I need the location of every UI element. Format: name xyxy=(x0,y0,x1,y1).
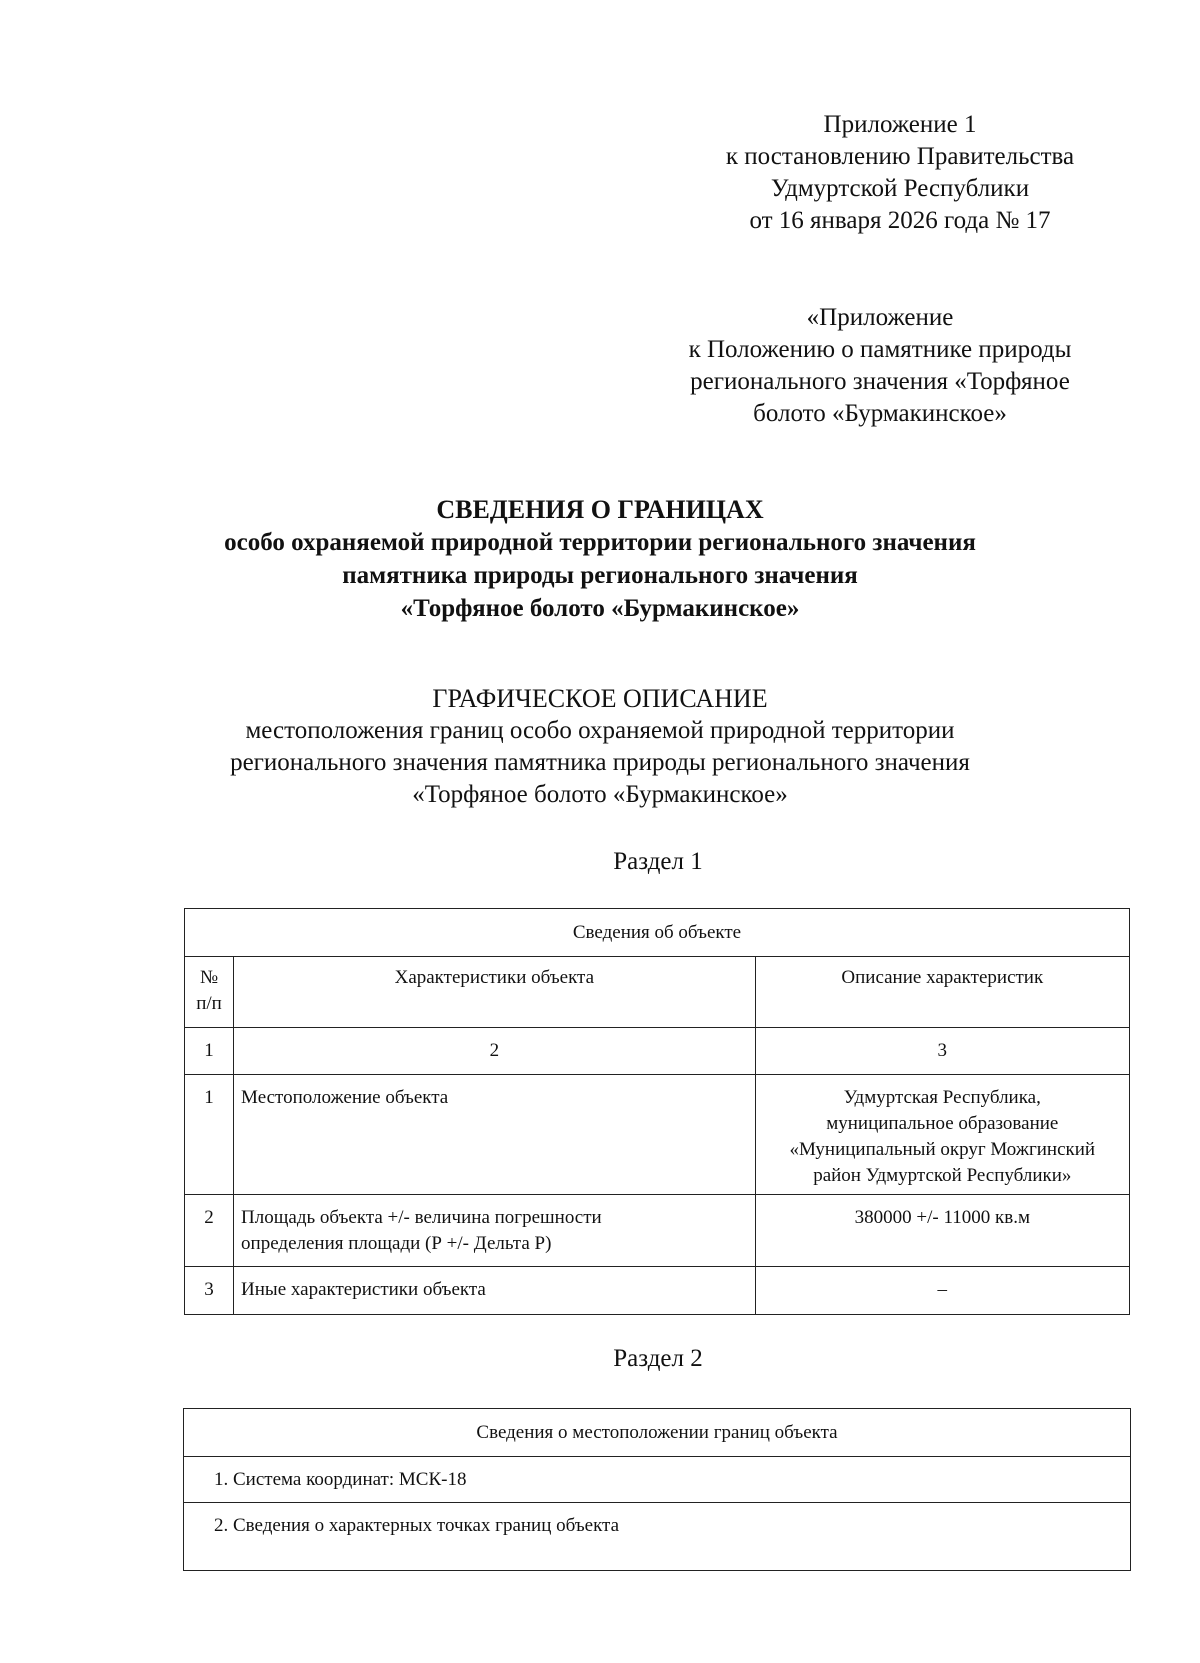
title-line: памятника природы регионального значения xyxy=(342,562,858,589)
header-num-line: п/п xyxy=(196,993,222,1014)
index-cell: 2 xyxy=(234,1028,756,1075)
row-description: 380000 +/- 11000 кв.м xyxy=(755,1195,1129,1267)
characteristic-line: определения площади (Р +/- Дельта Р) xyxy=(241,1233,552,1254)
row-num: 2 xyxy=(185,1195,234,1267)
index-cell: 3 xyxy=(755,1028,1129,1075)
object-info-table xyxy=(184,908,1130,1315)
appendix-line: «Приложение xyxy=(806,304,954,331)
appendix-line: регионального значения «Торфяное xyxy=(690,368,1070,395)
boundary-info-table xyxy=(183,1408,1131,1571)
row-characteristic xyxy=(234,1195,756,1267)
header-characteristics: Характеристики объекта xyxy=(234,957,756,1028)
table-index-row xyxy=(185,1028,1130,1075)
section-2-heading: Раздел 2 xyxy=(613,1345,703,1372)
row-description xyxy=(755,1075,1129,1195)
graphical-line: местоположения границ особо охраняемой природной территории xyxy=(245,717,955,744)
header-num-line: № xyxy=(199,967,219,988)
description-line: «Муниципальный округ Можгинский xyxy=(789,1139,1096,1160)
header-description: Описание характеристик xyxy=(755,957,1129,1028)
appendix-line: от 16 января 2026 года № 17 xyxy=(749,207,1051,234)
row-num: 1 xyxy=(185,1075,234,1195)
document-title xyxy=(0,493,1200,625)
list-item: 1. Система координат: МСК-18 xyxy=(184,1457,1131,1503)
table-row xyxy=(185,1075,1130,1195)
description-line: Удмуртская Республика, xyxy=(843,1087,1041,1108)
table-row xyxy=(185,1267,1130,1315)
appendix-line: болото «Бурмакинское» xyxy=(753,400,1007,427)
description-line: район Удмуртской Республики» xyxy=(813,1165,1072,1186)
graphical-description-heading xyxy=(0,683,1200,811)
table-row xyxy=(185,1195,1130,1267)
appendix-line: Приложение 1 xyxy=(823,111,977,138)
row-characteristic: Местоположение объекта xyxy=(234,1075,756,1195)
appendix-header-regulation xyxy=(650,302,1110,430)
appendix-line: к постановлению Правительства xyxy=(725,143,1075,170)
title-line: «Торфяное болото «Бурмакинское» xyxy=(400,595,800,622)
graphical-main: ГРАФИЧЕСКОЕ ОПИСАНИЕ xyxy=(432,684,768,713)
row-num: 3 xyxy=(185,1267,234,1315)
table-header-row xyxy=(185,957,1130,1028)
graphical-line: «Торфяное болото «Бурмакинское» xyxy=(412,781,788,808)
index-cell: 1 xyxy=(185,1028,234,1075)
appendix-line: Удмуртской Республики xyxy=(770,175,1030,202)
list-item: 2. Сведения о характерных точках границ объекта xyxy=(184,1503,1131,1571)
table-title: Сведения об объекте xyxy=(185,909,1130,957)
row-description: – xyxy=(755,1267,1129,1315)
table-title: Сведения о местоположении границ объекта xyxy=(184,1409,1131,1457)
appendix-header-resolution xyxy=(680,109,1120,237)
title-line: особо охраняемой природной территории регионального значения xyxy=(224,529,976,556)
header-num xyxy=(185,957,234,1028)
row-characteristic: Иные характеристики объекта xyxy=(234,1267,756,1315)
graphical-line: регионального значения памятника природы регионального значения xyxy=(230,749,970,776)
appendix-line: к Положению о памятнике природы xyxy=(688,336,1072,363)
title-main: СВЕДЕНИЯ О ГРАНИЦАХ xyxy=(436,495,764,524)
description-line: муниципальное образование xyxy=(826,1113,1059,1134)
section-1-heading: Раздел 1 xyxy=(613,848,703,875)
characteristic-line: Площадь объекта +/- величина погрешности xyxy=(241,1207,602,1228)
